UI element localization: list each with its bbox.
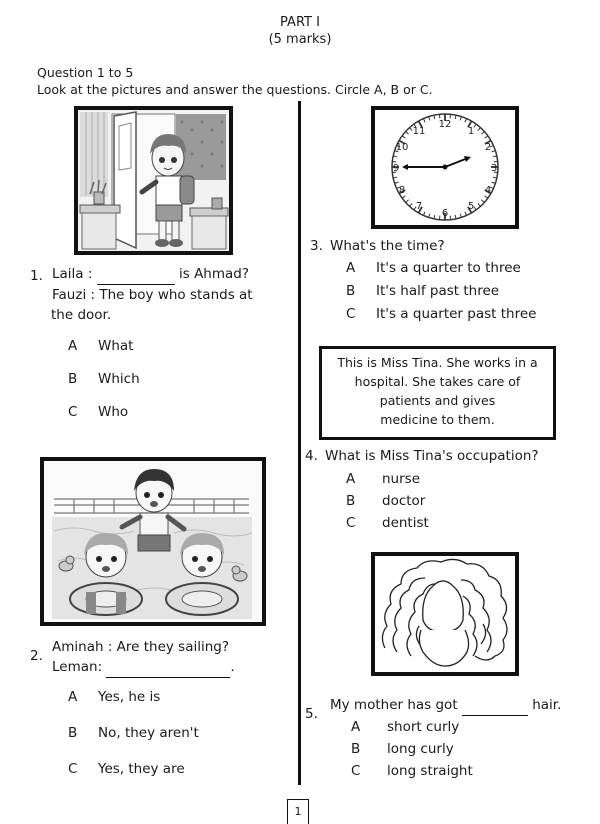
q2-blank — [106, 657, 230, 678]
q4-option-c[interactable]: C dentist — [346, 515, 429, 531]
clock-number-9: 9 — [392, 163, 400, 174]
q4-passage-box: This is Miss Tina. She works in a hospital. She takes care of patients and gives medicine to them. — [319, 346, 556, 440]
clock-number-4: 4 — [484, 185, 492, 196]
q1-stem: Laila : is Ahmad? Fauzi : The boy who stands at the door. — [51, 266, 253, 323]
q1-option-b[interactable]: B Which — [68, 371, 140, 387]
q4-number: 4. — [305, 448, 318, 464]
clock-number-10: 10 — [395, 142, 409, 153]
q1-option-a[interactable]: A What — [68, 338, 134, 354]
boy-at-door-illustration — [78, 110, 229, 251]
q2-picture — [40, 457, 266, 626]
question-range: Question 1 to 5 — [37, 65, 134, 80]
q4-option-b[interactable]: B doctor — [346, 493, 426, 509]
part-title: PART I — [280, 15, 320, 30]
q3-option-a[interactable]: A It's a quarter to three — [346, 260, 521, 276]
clock-number-7: 7 — [415, 201, 423, 212]
q3-option-c[interactable]: C It's a quarter past three — [346, 306, 537, 322]
q5-option-b[interactable]: B long curly — [351, 741, 454, 757]
clock-number-12: 12 — [438, 119, 452, 130]
q1-picture — [74, 106, 233, 255]
q2-option-c[interactable]: C Yes, they are — [68, 761, 185, 777]
clock-icon — [375, 110, 515, 225]
q4-option-a[interactable]: A nurse — [346, 471, 421, 487]
q3-option-b[interactable]: B It's half past three — [346, 283, 500, 299]
q2-option-a[interactable]: A Yes, he is — [68, 689, 161, 705]
q1-number: 1. — [30, 268, 43, 284]
clock-number-11: 11 — [412, 126, 426, 137]
clock-number-2: 2 — [484, 142, 492, 153]
boys-swimming-illustration — [44, 461, 262, 622]
q5-picture — [371, 552, 519, 676]
q3-picture — [371, 106, 519, 229]
part-marks: (5 marks) — [268, 32, 332, 47]
q5-option-a[interactable]: A short curly — [351, 719, 460, 735]
instructions — [37, 64, 433, 98]
clock-number-8: 8 — [398, 185, 406, 196]
q1-blank — [97, 264, 175, 285]
instructions-text: Look at the pictures and answer the questions. Circle A, B or C. — [37, 82, 433, 97]
page-number: 1 — [287, 799, 309, 824]
q1-option-c[interactable]: C Who — [68, 404, 129, 420]
q5-number: 5. — [305, 706, 318, 722]
column-divider — [298, 101, 301, 785]
clock-number-1: 1 — [467, 126, 475, 137]
q3-number: 3. — [310, 238, 323, 254]
q5-blank — [462, 695, 528, 716]
clock-number-5: 5 — [467, 201, 475, 212]
q2-stem: Aminah : Are they sailing? Leman: . — [52, 637, 292, 678]
q4-prompt: What is Miss Tina's occupation? — [325, 448, 539, 464]
q5-option-c[interactable]: C long straight — [351, 763, 473, 779]
q3-prompt: What's the time? — [330, 238, 445, 254]
clock-number-3: 3 — [490, 163, 498, 174]
curly-hair-illustration — [375, 556, 515, 672]
part-header — [0, 14, 600, 48]
q2-number: 2. — [30, 648, 43, 664]
q2-option-b[interactable]: B No, they aren't — [68, 725, 199, 741]
q5-stem: My mother has got hair. — [330, 695, 590, 716]
clock-number-6: 6 — [441, 208, 449, 219]
